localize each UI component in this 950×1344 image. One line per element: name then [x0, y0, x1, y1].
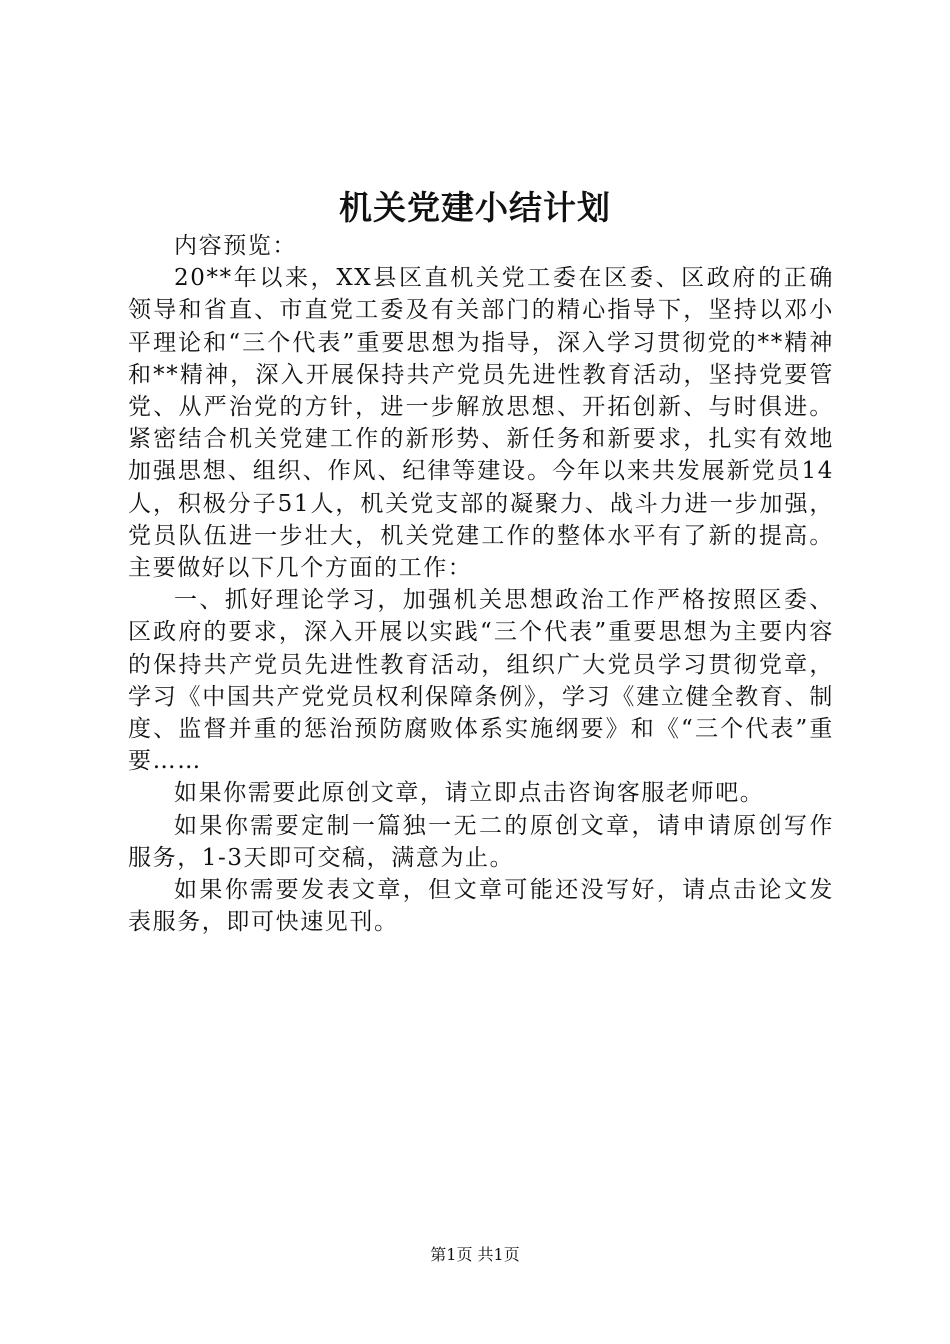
document-title: 机关党建小结计划 [339, 188, 611, 227]
document-body [128, 230, 834, 938]
body-paragraph: 20**年以来，XX县区直机关党工委在区委、区政府的正确领导和省直、市直党工委及有关部门的精心指导下，坚持以邓小平理论和“三个代表”重要思想为指导，深入学习贯彻党的**精神和**精神，深入开展保持共产党员先进性教育活动，坚持党要管党、从严治党的方针，进一步解放思想、开拓创新、与时俱进。紧密结合机关党建工作的新形势、新任务和新要求，扎实有效地加强思想、组织、作风、纪律等建设。今年以来共发展新党员14人，积极分子51人，机关党支部的凝聚力、战斗力进一步加强，党员队伍进一步壮大，机关党建工作的整体水平有了新的提高。主要做好以下几个方面的工作： [128, 265, 834, 582]
page-number-footer: 第1页 共1页 [430, 1245, 520, 1264]
promo-paragraph: 如果你需要此原创文章，请立即点击咨询客服老师吧。 [174, 780, 765, 807]
preview-label: 内容预览： [174, 233, 297, 259]
body-paragraph: 一、抓好理论学习，加强机关思想政治工作严格按照区委、区政府的要求，深入开展以实践“三个代表”重要思想为主要内容的保持共产党员先进性教育活动，组织广大党员学习贯彻党章，学习《中国共产党党员权利保障条例》，学习《建立健全教育、制度、监督并重的惩治预防腐败体系实施纲要》和《“三个代表”重要…… [128, 587, 834, 775]
promo-paragraph: 如果你需要定制一篇独一无二的原创文章，请申请原创写作服务，1-3天即可交稿，满意为止。 [128, 812, 834, 871]
promo-paragraph: 如果你需要发表文章，但文章可能还没写好，请点击论文发表服务，即可快速见刊。 [128, 877, 834, 936]
